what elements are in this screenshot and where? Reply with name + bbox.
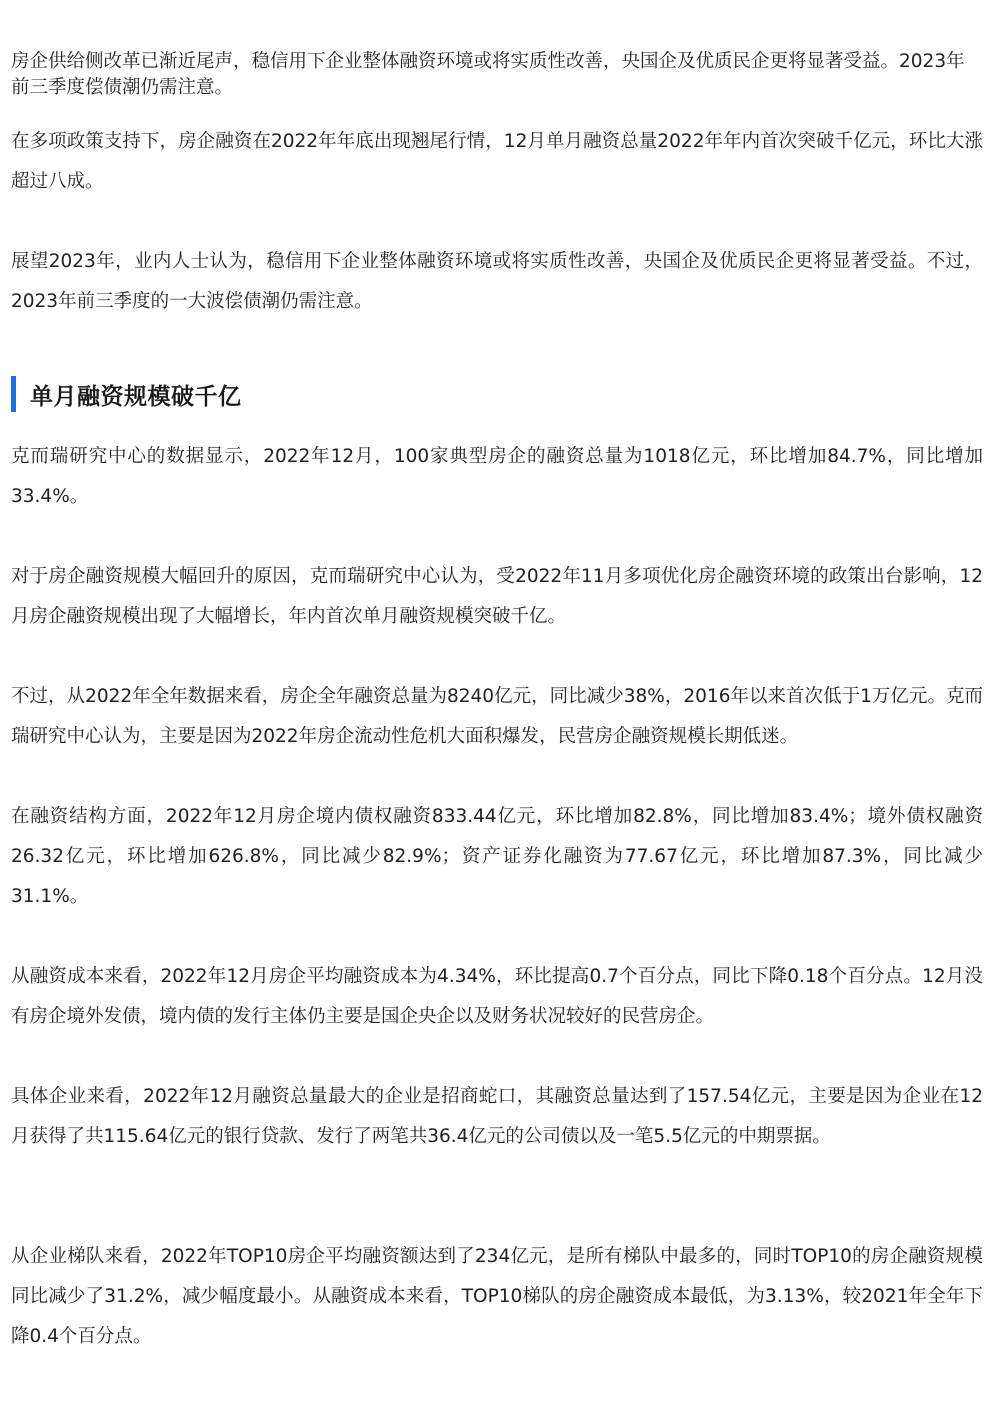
paragraph: 对于房企融资规模大幅回升的原因，克而瑞研究中心认为，受2022年11月多项优化房企融资环境的政策出台影响，12月房企融资规模出现了大幅增长，年内首次单月融资规模突破千亿。: [11, 566, 983, 627]
section-heading: [11, 376, 242, 412]
paragraph: 在多项政策支持下，房企融资在2022年年底出现翘尾行情，12月单月融资总量2022年年内首次突破千亿元，环比大涨超过八成。: [11, 131, 983, 192]
section-heading-text: 单月融资规模破千亿: [30, 383, 242, 410]
paragraph: 从企业梯队来看，2022年TOP10房企平均融资额达到了234亿元，是所有梯队中最多的，同时TOP10的房企融资规模同比减少了31.2%，减少幅度最小。从融资成本来看，TOP10梯队的房企融资成本最低，为3.13%，较2021年全年下降0.4个百分点。: [11, 1246, 983, 1347]
paragraph: 展望2023年，业内人士认为，稳信用下企业整体融资环境或将实质性改善，央国企及优质民企更将显著受益。不过，2023年前三季度的一大波偿债潮仍需注意。: [11, 251, 983, 312]
paragraph: 在融资结构方面，2022年12月房企境内债权融资833.44亿元，环比增加82.8%，同比增加83.4%；境外债权融资26.32亿元，环比增加626.8%，同比减少82.9%；资产证券化融资为77.67亿元，环比增加87.3%，同比减少31.1%。: [11, 806, 983, 907]
paragraph: 具体企业来看，2022年12月融资总量最大的企业是招商蛇口，其融资总量达到了157.54亿元，主要是因为企业在12月获得了共115.64亿元的银行贷款、发行了两笔共36.4亿元的公司债以及一笔5.5亿元的中期票据。: [11, 1086, 983, 1147]
paragraph: 不过，从2022年全年数据来看，房企全年融资总量为8240亿元，同比减少38%，2016年以来首次低于1万亿元。克而瑞研究中心认为，主要是因为2022年房企流动性危机大面积爆发，民营房企融资规模长期低迷。: [11, 686, 983, 747]
heading-accent-bar: [11, 376, 16, 412]
article-summary: 房企供给侧改革已渐近尾声，稳信用下企业整体融资环境或将实质性改善，央国企及优质民企更将显著受益。2023年前三季度偿债潮仍需注意。: [11, 51, 965, 98]
paragraph: 从融资成本来看，2022年12月房企平均融资成本为4.34%，环比提高0.7个百分点，同比下降0.18个百分点。12月没有房企境外发债，境内债的发行主体仍主要是国企央企以及财务状况较好的民营房企。: [11, 966, 983, 1027]
paragraph: 克而瑞研究中心的数据显示，2022年12月，100家典型房企的融资总量为1018亿元，环比增加84.7%，同比增加33.4%。: [11, 446, 983, 507]
